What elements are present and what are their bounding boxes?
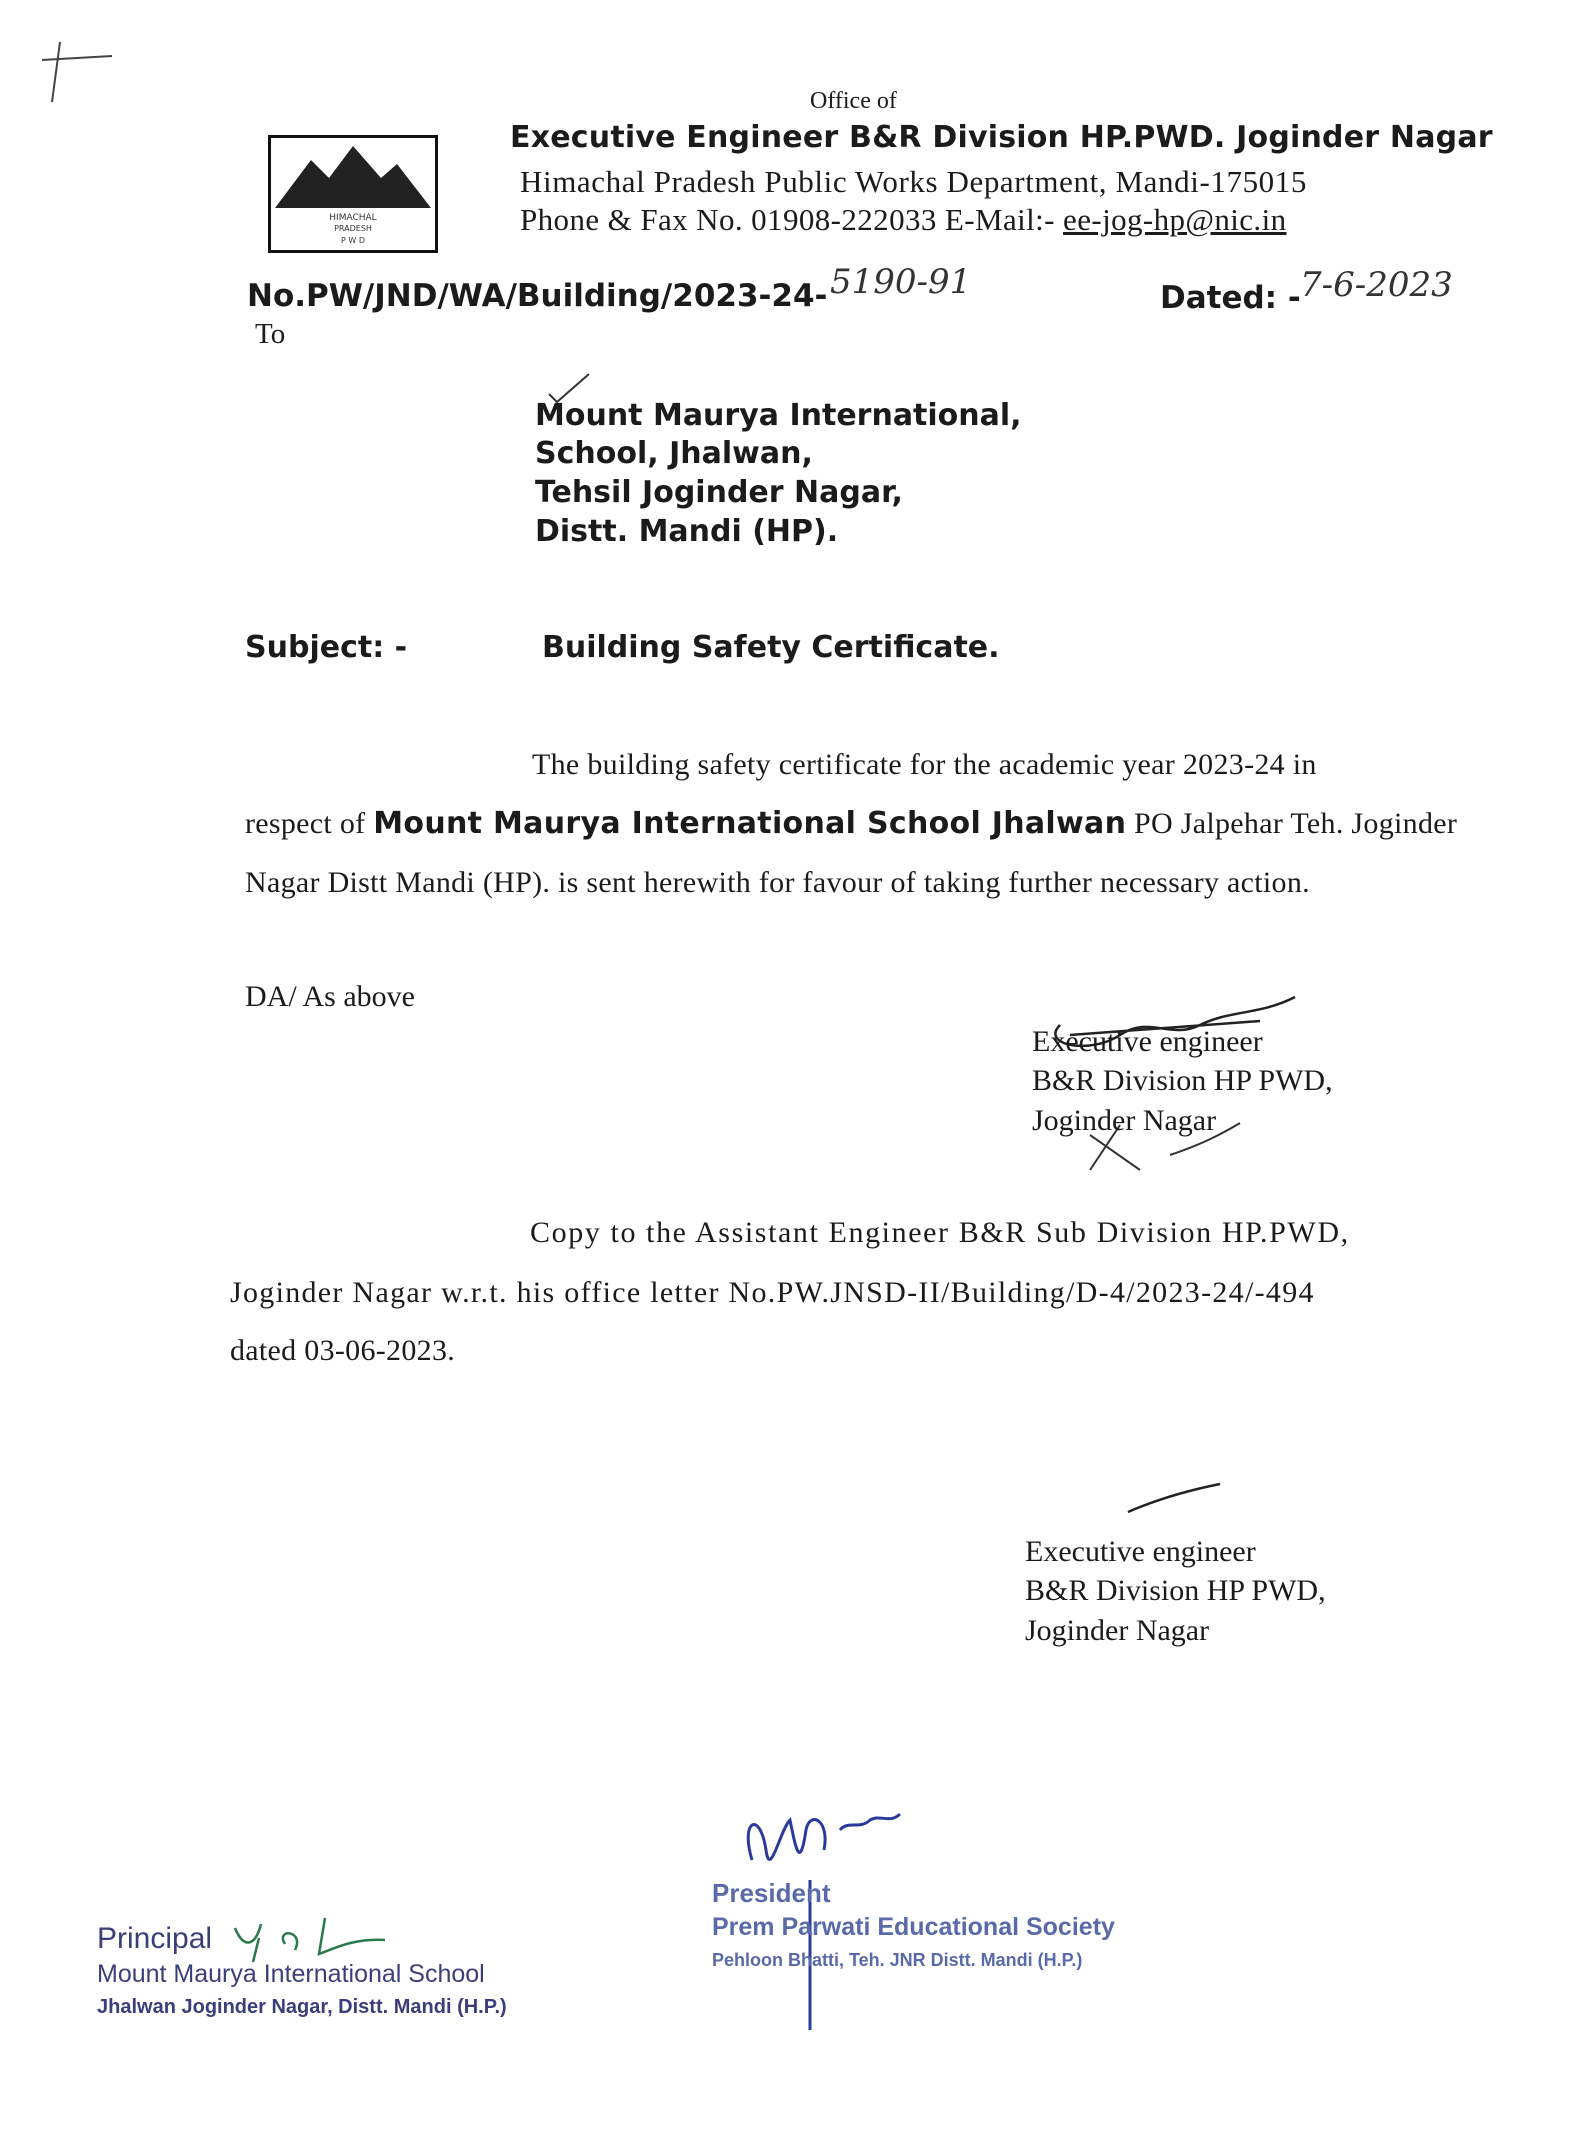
- body-line-2: [245, 806, 1457, 841]
- subject-text: Building Safety Certificate.: [542, 630, 1000, 665]
- signature-scribble-2: [1120, 1478, 1230, 1518]
- da-label: DA/ As above: [245, 980, 415, 1013]
- to-label: To: [255, 318, 286, 350]
- president-stamp-society: Prem Parwati Educational Society: [712, 1913, 1115, 1941]
- signature-1-place: Joginder Nagar: [1032, 1104, 1217, 1137]
- body-line-3: Nagar Distt Mandi (HP). is sent herewith for favour of taking further necessary action.: [245, 866, 1310, 899]
- handwritten-reference: 5190-91: [830, 262, 972, 302]
- address-line-4: Distt. Mandi (HP).: [535, 514, 839, 549]
- principal-stamp-address: Jhalwan Joginder Nagar, Distt. Mandi (H.P.): [97, 1996, 507, 2018]
- body-line-1: The building safety certificate for the academic year 2023-24 in: [532, 748, 1317, 781]
- logo-line2: PRADESH: [334, 224, 372, 233]
- copy-line-2: Joginder Nagar w.r.t. his office letter No.PW.JNSD-II/Building/D-4/2023-24/-494: [230, 1276, 1315, 1309]
- phone-line: [520, 202, 1287, 238]
- department-line: Himachal Pradesh Public Works Department, Mandi-175015: [520, 164, 1307, 199]
- address-line-2: School, Jhalwan,: [535, 436, 813, 471]
- corner-mark: [30, 20, 120, 110]
- body-line-2-suffix: PO Jalpehar Teh. Joginder: [1126, 807, 1458, 840]
- office-name: Executive Engineer B&R Division HP.PWD. Joginder Nagar: [510, 120, 1493, 155]
- signature-2-division: B&R Division HP PWD,: [1025, 1574, 1326, 1607]
- principal-stamp-school: Mount Maurya International School: [97, 1960, 485, 1988]
- copy-line-3: dated 03-06-2023.: [230, 1334, 456, 1367]
- handwritten-date: 7-6-2023: [1300, 265, 1453, 305]
- signature-1-division: B&R Division HP PWD,: [1032, 1064, 1333, 1097]
- principal-signature: [225, 1908, 405, 1968]
- signature-1-title: Executive engineer: [1032, 1025, 1263, 1058]
- hppwd-logo: [268, 135, 438, 253]
- president-stamp-title: President: [712, 1878, 831, 1908]
- address-line-1: Mount Maurya International,: [535, 398, 1022, 433]
- subject-label: Subject: -: [245, 630, 408, 665]
- office-of-label: Office of: [810, 88, 897, 114]
- signature-2-title: Executive engineer: [1025, 1535, 1256, 1568]
- president-stamp-address: Pehloon Bhatti, Teh. JNR Distt. Mandi (H.P.): [712, 1950, 1083, 1970]
- body-line-2-prefix: respect of: [245, 807, 374, 840]
- email-link[interactable]: ee-jog-hp@nic.in: [1063, 202, 1287, 237]
- mountain-logo-icon: [271, 138, 435, 250]
- principal-stamp-title: Principal: [97, 1922, 213, 1955]
- reference-number: No.PW/JND/WA/Building/2023-24-: [247, 278, 828, 314]
- phone-text: Phone & Fax No. 01908-222033 E-Mail:-: [520, 202, 1064, 237]
- logo-line3: P W D: [341, 236, 365, 245]
- logo-line1: HIMACHAL: [329, 213, 377, 223]
- address-line-3: Tehsil Joginder Nagar,: [535, 475, 903, 510]
- copy-line-1: Copy to the Assistant Engineer B&R Sub Division HP.PWD,: [530, 1216, 1350, 1249]
- signature-2-place: Joginder Nagar: [1025, 1614, 1210, 1647]
- body-school-name: Mount Maurya International School Jhalwan: [373, 806, 1127, 841]
- dated-label: Dated: -: [1160, 280, 1301, 316]
